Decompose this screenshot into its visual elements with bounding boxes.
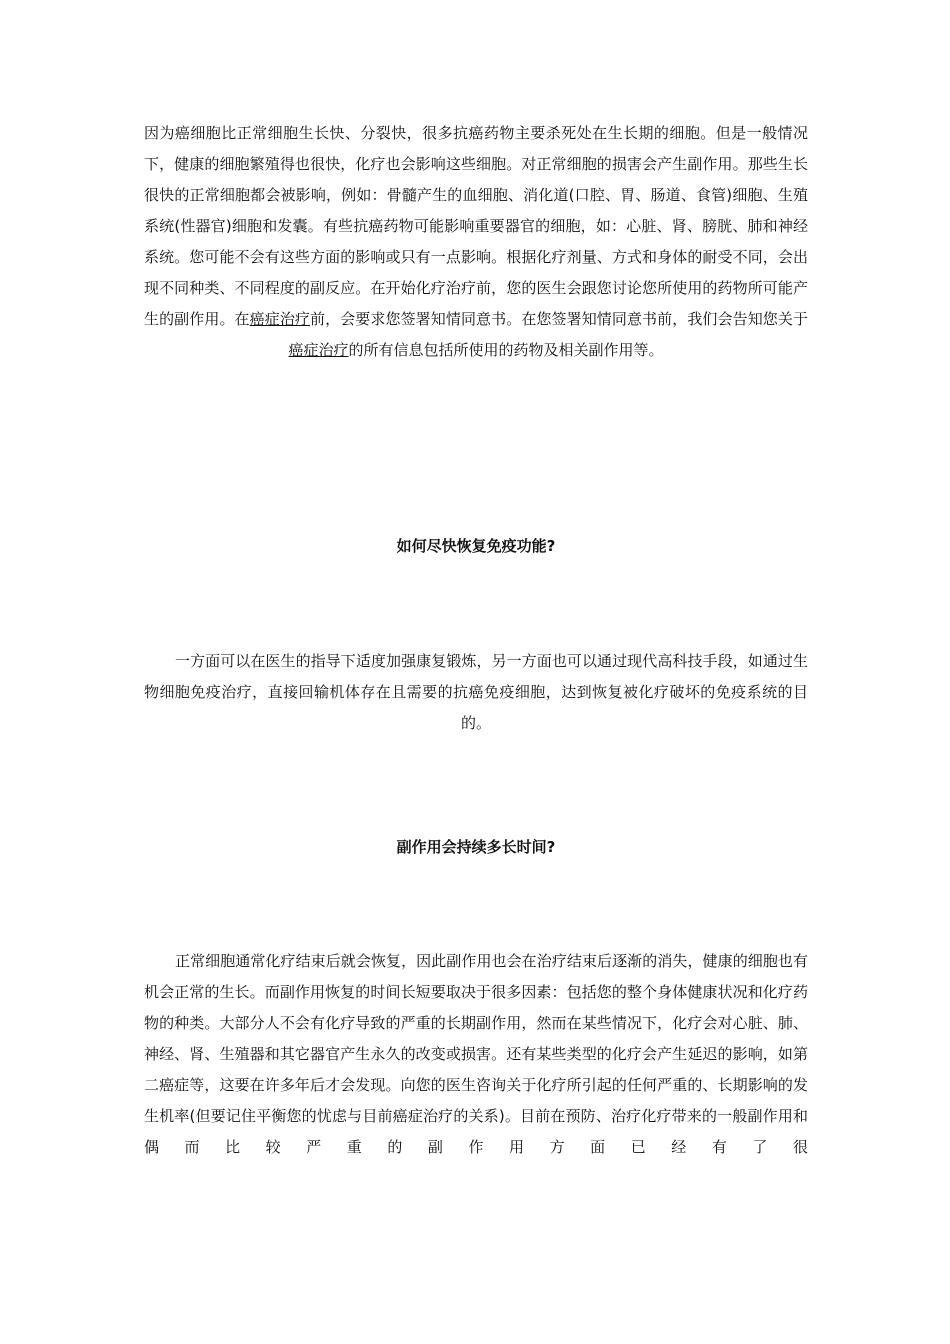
side-effect-duration-heading: 副作用会持续多长时间? xyxy=(396,838,556,856)
intro-paragraph xyxy=(144,118,808,366)
cancer-treatment-link-1[interactable]: 癌症治疗 xyxy=(249,310,311,328)
immune-recovery-paragraph: 一方面可以在医生的指导下适度加强康复锻炼，另一方面也可以通过现代高科技手段，如通过生物细胞免疫治疗，直接回输机体存在且需要的抗癌免疫细胞，达到恢复被化疗破坏的免疫系统的目的。 xyxy=(144,652,808,732)
intro-text-part3: 的所有信息包括所使用的药物及相关副作用等。 xyxy=(348,341,664,359)
side-effect-duration-paragraph: 正常细胞通常化疗结束后就会恢复，因此副作用也会在治疗结束后逐渐的消失，健康的细胞也有机会正常的生长。而副作用恢复的时间长短要取决于很多因素：包括您的整个身体健康状况和化疗药物的种类。大部分人不会有化疗导致的严重的长期副作用，然而在某些情况下，化疗会对心脏、肺、神经、肾、生殖器和其它器官产生永久的改变或损害。还有某些类型的化疗会产生延迟的影响，如第二癌症等，这要在许多年后才会发现。向您的医生咨询关于化疗所引起的任何严重的、长期影响的发生机率(但要记住平衡您的忧虑与目前癌症治疗的关系)。目前在预防、治疗化疗带来的一般副作用和偶而比较严重的副作用方面已经有了很 xyxy=(144,952,808,1156)
cancer-treatment-link-2[interactable]: 癌症治疗 xyxy=(288,341,349,359)
intro-text-part2: 前，会要求您签署知情同意书。在您签署知情同意书前，我们会告知您关于 xyxy=(310,310,808,328)
intro-text-part1: 因为癌细胞比正常细胞生长快、分裂快，很多抗癌药物主要杀死处在生长期的细胞。但是一般情况下，健康的细胞繁殖得也很快，化疗也会影响这些细胞。对正常细胞的损害会产生副作用。那些生长很快的正常细胞都会被影响，例如：骨髓产生的血细胞、消化道(口腔、胃、肠道、食管)细胞、生殖系统(性器官)细胞和发囊。有些抗癌药物可能影响重要器官的细胞，如：心脏、肾、膀胱、肺和神经系统。您可能不会有这些方面的影响或只有一点影响。根据化疗剂量、方式和身体的耐受不同，会出现不同种类、不同程度的副反应。在开始化疗治疗前，您的医生会跟您讨论您所使用的药物所可能产生的副作用。在 xyxy=(144,124,808,328)
immune-recovery-heading: 如何尽快恢复免疫功能? xyxy=(396,537,556,555)
